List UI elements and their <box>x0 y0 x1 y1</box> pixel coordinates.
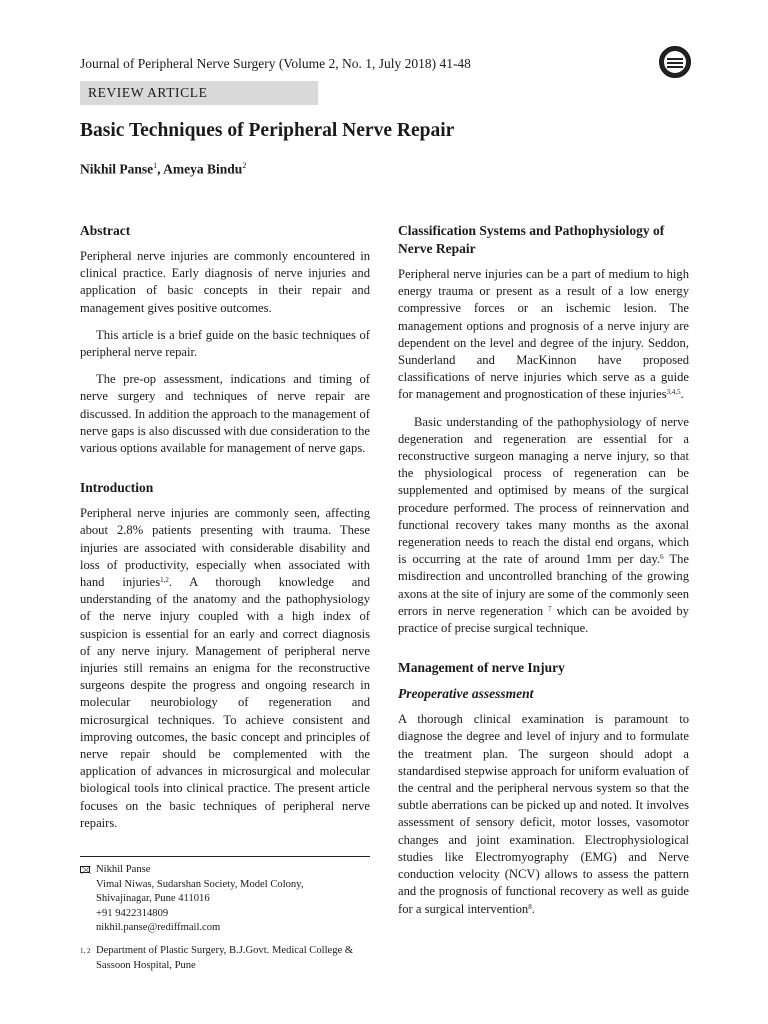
left-column <box>80 222 370 842</box>
citation-ref: 6 <box>660 553 664 562</box>
introduction-paragraph: Peripheral nerve injuries are commonly seen, affecting about 2.8% patients presenting with trauma. These injuries are associated with considerable disability and loss of productivity, especially when associated with hand injuries$^{1,2}$. A thorough knowledge and understanding of the anatomy and the pathophysiology of the nerve injury coupled with a high index of suspicion is essential for an early and correct diagnosis of any nerve injury. Management of peripheral nerve injuries still remains an enigma for the reconstructive surgeons despite the progress and ongoing research in molecular neurobiology of regeneration and microsurgical techniques. To achieve consistent and improving outcomes, the basic concept and principles of nerve repair should be complemented with the application of advances in microsurgical and molecular biological tools into clinical practice. The present article focuses on the basic techniques of peripheral nerve repairs. <box>80 506 370 830</box>
correspondence-footnote <box>80 856 370 973</box>
introduction-heading: Introduction <box>80 480 154 496</box>
journal-logo <box>659 46 691 78</box>
email-address: nikhil.panse@rediffmail.com <box>96 922 221 934</box>
author-name: Ameya Bindu <box>163 161 243 177</box>
address-line: Shivajinagar, Pune 411016 <box>96 893 210 905</box>
abstract-paragraph: This article is a brief guide on the basic techniques of peripheral nerve repair. <box>80 327 370 360</box>
article-type-badge: REVIEW ARTICLE <box>80 81 318 105</box>
affiliation-line: Department of Plastic Surgery, B.J.Govt. Medical College & <box>96 944 354 956</box>
citation-ref: 7 <box>547 604 552 613</box>
abstract-paragraph: Peripheral nerve injuries are commonly encountered in clinical practice. Early diagnosis of nerve injuries and application of basic concepts in their repair and management gives positive outcomes. <box>80 249 370 315</box>
classification-paragraph: Peripheral nerve injuries can be a part of medium to high energy trauma or present as a result of a low energy compressive forces or an ischemic lesion. The management options and prognosis of a nerve injury are dependent on the level and degree of the injury. Seddon, Sunderland and MacKinnon have proposed classifications of nerve injuries which serve as a guide for management and prognostication of these injuries$^{3,4,5}$. <box>398 267 689 402</box>
management-heading: Management of nerve Injury <box>398 660 565 676</box>
author-list: Nikhil Panse$^1$, Ameya Bindu$^2$ <box>80 161 247 177</box>
journal-citation: Journal of Peripheral Nerve Surgery (Volume 2, No. 1, July 2018) 41-48 <box>80 56 471 71</box>
affiliation-line: Sassoon Hospital, Pune <box>96 959 196 971</box>
author-affiliation-mark: 1 <box>153 161 158 170</box>
preoperative-subheading: Preoperative assessment <box>398 686 534 702</box>
author-name: Nikhil Panse <box>80 161 154 177</box>
address-line: Vimal Niwas, Sudarshan Society, Model Colony, <box>96 878 304 890</box>
classification-heading: Classification Systems and Pathophysiology of Nerve Repair <box>398 223 665 256</box>
envelope-icon <box>80 866 90 873</box>
affiliation-mark: 1, 2 <box>80 946 91 955</box>
abstract-paragraph: The pre-op assessment, indications and timing of nerve surgery and techniques of nerve repair are discussed. In addition the approach to the management of nerve gaps is also discussed with due consideration to the various options available for management of nerve gaps. <box>80 372 370 456</box>
article-title: Basic Techniques of Peripheral Nerve Repair <box>80 120 455 141</box>
classification-paragraph: Basic understanding of the pathophysiology of nerve degeneration and regeneration are essential for a reconstructive surgeon managing a nerve injury, so that the physiological process of regeneration can be supplemented and optimised by means of the surgical procedure performed. The process of reinnervation and functional recovery takes many months as the axonal regeneration needs to reach the distal end organs, which is occurring at the rate of around 1mm per day.$^6$ The misdirection and uncontrolled branching of the growing axons at the site of injury are some of the commonly seen errors in nerve regeneration $^7$ which can be avoided by practice of precise surgical technique. <box>398 414 689 636</box>
corresponding-author: Nikhil Panse <box>96 864 151 875</box>
management-paragraph: A thorough clinical examination is paramount to diagnose the degree and level of injury and to formulate the treatment plan. The surgeon should adopt a standardised stepwise approach for uniform evaluation of the central and the peripheral nervous system so that the subtle aberrations can be picked up and noted. It involves assessment of sensory deficit, motor losses, vasomotor changes and joint examination. Electrophysiological studies like Electromyography (EMG) and Nerve conduction velocity (NCV) allows to assess the pattern and the prognosis of functional recovery as well as guide for a surgical intervention$^8$. <box>398 712 689 916</box>
citation-ref: 1,2 <box>160 576 169 585</box>
phone-number: +91 9422314809 <box>96 907 169 919</box>
abstract-heading: Abstract <box>80 223 131 238</box>
citation-ref: 3,4,5 <box>666 388 681 397</box>
right-column <box>398 222 689 928</box>
citation-ref: 8 <box>528 902 532 911</box>
author-affiliation-mark: 2 <box>242 161 247 170</box>
